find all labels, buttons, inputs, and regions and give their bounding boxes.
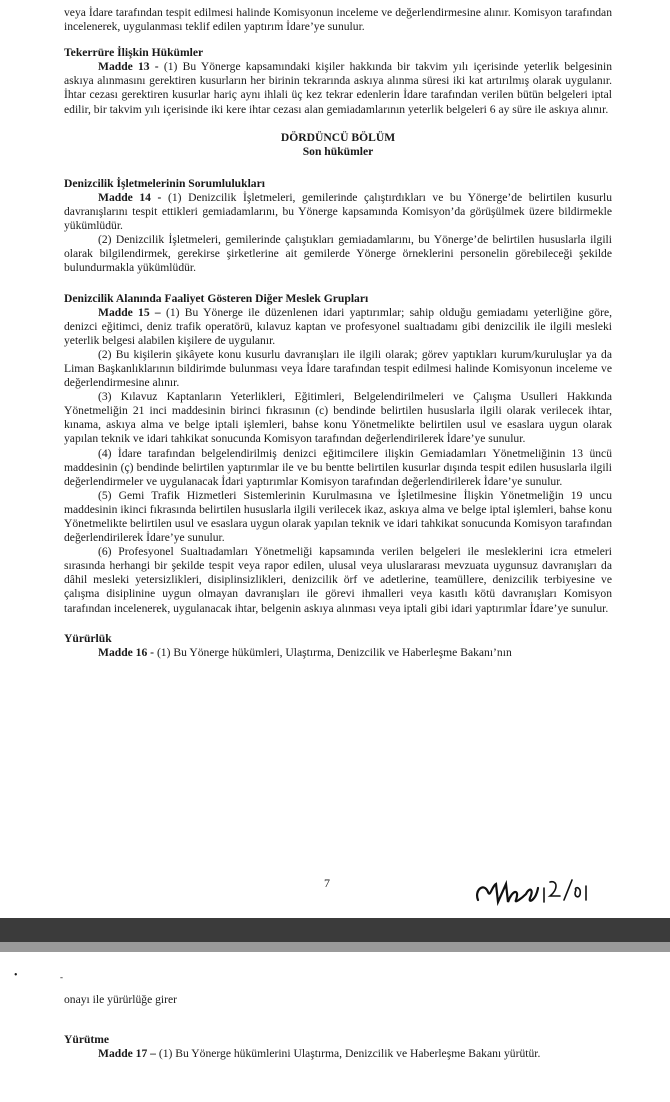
handwritten-signature-icon [472,874,592,910]
madde-15-paragraph-6: (6) Profesyonel Sualtıadamları Yönetmeliği kapsamında verilen belgeleri ile mesleklerini icra etmeleri sırasında herhangi bir şekilde tespit veya rapor edilen, ulusal veya uluslararası mevzuata uygunsuz davranışları da dâhil mesleki yetersizlikleri, disiplinsizlikleri, denizcilik örf ve adetlerine, teamüllere, denizcilik terbiyesine ve çalışma disiplinine uygun olmayan davranışları ile görevi ihmalleri veya kasıtlı kötü davranışları Komisyon tarafından incelenerek, uygulanacak ihtar, belgenin askıya alınması veya iptali gibi idari yaptırımlar İdare’ye sunulur. [64,545,612,615]
page-break-gray-band [0,942,670,952]
madde-14-paragraph [64,191,612,233]
madde-17-label: Madde 17 – [98,1047,156,1061]
madde-15-paragraph-2: (2) Bu kişilerin şikâyete konu kusurlu davranışları ile ilgili olarak; görev yaptıkları kurum/kuruluşlar ya da Liman Başkanlıklarının bildirimde bulunması veya İdare tarafından tespit edilmesi halinde Komisyonun inceleme ve değerlendirmesine alınır. [64,347,612,390]
document-page-8 [0,952,670,1102]
madde-14-text: (1) Denizcilik İşletmeleri, gemilerinde çalıştırdıkları ve bu Yönerge’de belirtilen kusurlu davranışlarını tespit ettikleri gemiadamlarını, bu Yönerge kapsamında Komisyon’da görüşülmek üzere bildirmekle yükümlüdür. [64,190,612,233]
page-body [64,6,612,660]
madde-17-paragraph [64,1047,612,1061]
page-break-dark-band [0,918,670,942]
page-number: 7 [324,876,330,890]
section-heading-yurutme: Yürütme [64,1033,110,1047]
madde-16-label: Madde 16 - [98,645,155,659]
madde-14-label: Madde 14 - [98,190,162,204]
madde-15-paragraph-5: (5) Gemi Trafik Hizmetleri Sistemlerinin Kurulmasına ve İşletilmesine İlişkin Yönetmeliğin 19 uncu maddesinin ikinci fıkrasında belirtilen hususlarla ilgili verilecek ikaz, askıya alma ve belge iptal işlemleri, bahse konu Yönetmelikte belirtilen usul ve esaslara uygun olarak yapılan teknik ve idari tahkikat sonucunda Komisyon tarafından değerlendirilerek İdare’ye sunulur. [64,488,612,545]
madde-17-text: (1) Bu Yönerge hükümlerini Ulaştırma, Denizcilik ve Haberleşme Bakanı yürütür. [155,1047,541,1061]
scan-speck: • [14,970,18,981]
page-body-2 [64,993,612,1061]
madde-16-paragraph [64,646,612,660]
section-heading-sorumluluk: Denizcilik İşletmelerinin Sorumlulukları [64,176,265,190]
madde-13-text: (1) Bu Yönerge kapsamındaki kişiler hakkında bir takvim yılı içerisinde yeterlik belgesinin askıya alınmasını gerektiren kusurların her birinin tekrarında askıya alınma süresi iki kat artırılmış olarak uygulanır. İhtar cezası gerektiren kusurlar hariç aynı ihlali üç kez tekrar edenlerin İdare tarafından verilen bütün belgeleri iptal edilir, bir takvim yılı içerisinde iki kere ihtar cezası alan gemiadamlarının yeterlik belgeleri 6 ay süre ile askıya alınır. [64,60,612,116]
section-heading-tekerrur: Tekerrüre İlişkin Hükümler [64,46,204,60]
madde-14-paragraph-2: (2) Denizcilik İşletmeleri, gemilerinde çalıştıkları gemiadamlarını, bu Yönerge’de belirtilen hususlarla ilgili olarak bilgilendirmek, gerekirse şirketlerine ait gemilerde Yönerge örneklerini personelin görebileceği şekilde bulundurmakla yükümlüdür. [64,233,612,275]
madde-15-text: (1) Bu Yönerge ile düzenlenen idari yaptırımlar; sahip olduğu gemiadamı yeterliğine göre, denizci eğitimci, deniz trafik operatörü, kılavuz kaptan ve profesyonel sualtıadamı gibi denizcilik ile ilgili mesleki yeterlik belgesi alabilen kişilere de uygulanır. [64,305,613,347]
section-heading-yururluk: Yürürlük [64,631,112,645]
section-heading-meslek-gruplari: Denizcilik Alanında Faaliyet Gösteren Diğer Meslek Grupları [64,291,369,305]
madde-15-paragraph-3: (3) Kılavuz Kaptanların Yeterlikleri, Eğitimleri, Belgelendirilmeleri ve Çalışma Usulleri Hakkında Yönetmeliğin 21 inci maddesinin birinci fıkrasının (c) bendinde belirtilen hususlarla ilgili olarak verilecek ihtar, kınama, askıya alma ve belge iptali işlemleri, bahse konu Yönetmelikte belirtilen usul ve esaslara uygun olarak yapılan teknik ve idari tahkikat sonucunda Komisyon tarafından değerlendirilerek İdare’ye sunulur. [64,390,612,446]
continuation-paragraph-2: onayı ile yürürlüğe girer [64,993,177,1006]
scan-speck-2: - [60,972,63,982]
madde-15-paragraph [64,306,612,348]
madde-15-paragraph-4: (4) İdare tarafından belgelendirilmiş denizci eğitimcilere ilişkin Gemiadamları Yönetmeliğinin 13 üncü maddesinin (ç) bendinde belirtilen yaptırımlar ile ve bu bentte belirtilen kusurlar dışında tespit edilen hususlarla ilgili değerlendirmeler ve uygulanacak İdari yaptırımlar Komisyon tarafından değerlendirilerek İdare’ye sunulur. [64,446,612,488]
chapter-subtitle: Son hükümler [302,144,374,158]
madde-16-text: (1) Bu Yönerge hükümleri, Ulaştırma, Denizcilik ve Haberleşme Bakanı’nın [154,645,512,659]
chapter-title: DÖRDÜNCÜ BÖLÜM [280,130,396,144]
madde-13-label: Madde 13 - [98,60,159,74]
madde-13-paragraph [64,60,612,116]
madde-15-label: Madde 15 – [98,305,161,319]
continuation-paragraph: veya İdare tarafından tespit edilmesi halinde Komisyonun inceleme ve değerlendirmesine alınır. Komisyon tarafından incelenerek, uygulanması teklif edilen yaptırım İdare’ye sunulur. [64,6,612,34]
